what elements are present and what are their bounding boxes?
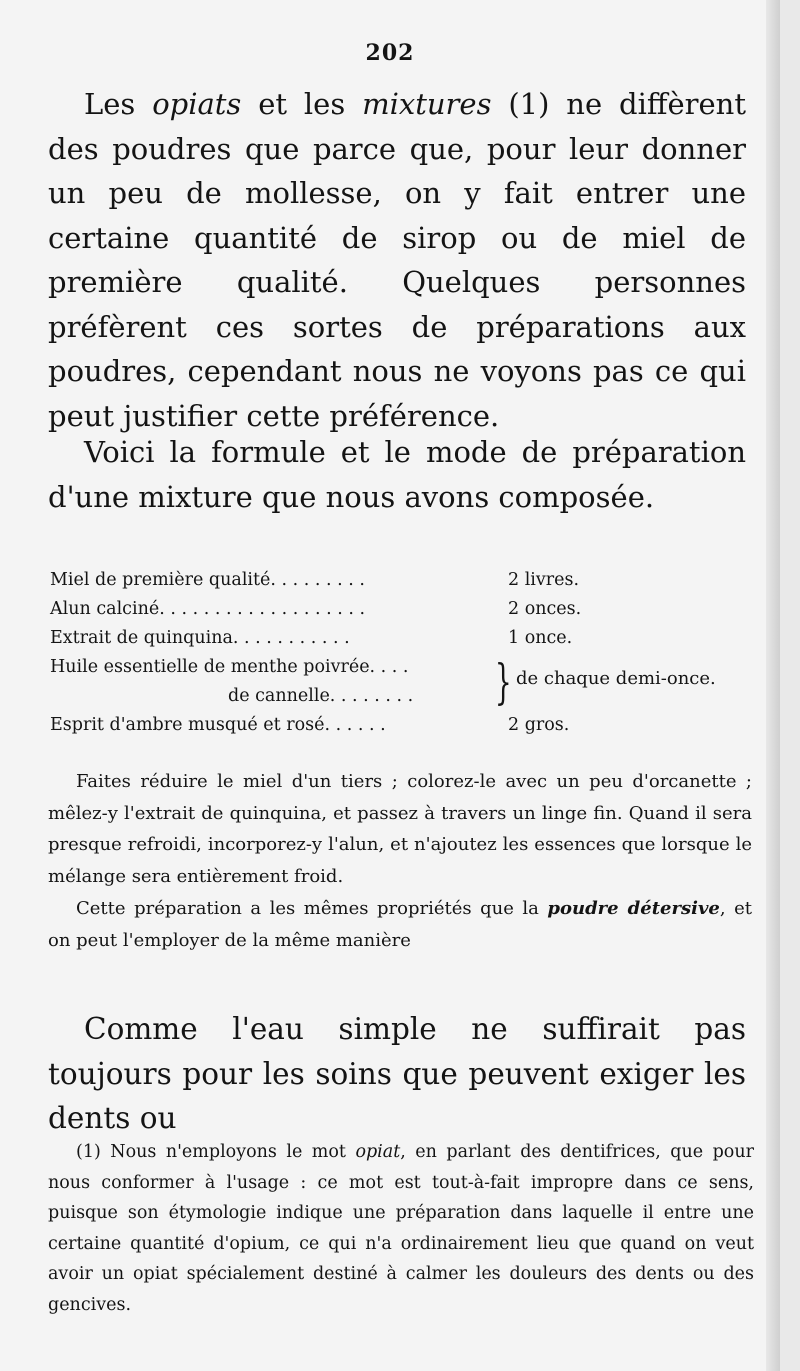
recipe-list	[50, 566, 770, 740]
term-opiat: opiat	[355, 1142, 401, 1162]
footnote	[48, 1137, 754, 1320]
term-mixtures: mixtures	[362, 87, 492, 121]
paragraph-opiats-lead: Les	[84, 87, 153, 121]
term-poudre-detersive: poudre détersive	[547, 898, 720, 919]
recipe-row-alun	[50, 595, 770, 624]
recipe-item: Extrait de quinquina. . . . . . . . . . .	[50, 628, 350, 648]
footnote-before: (1) Nous n'employons le mot	[76, 1142, 356, 1162]
paragraph-opiats	[48, 82, 746, 438]
recipe-item: de cannelle. . . . . . . .	[228, 686, 414, 706]
properties-after: , et on peut l'employer de la même manière	[48, 898, 752, 951]
recipe-item: Esprit d'ambre musqué et rosé. . . . . .	[50, 715, 386, 735]
recipe-row-quinquina	[50, 624, 770, 653]
recipe-quantity: 2 onces.	[508, 599, 582, 619]
recipe-item: Huile essentielle de menthe poivrée. . . .	[50, 657, 409, 677]
paragraph-instructions: Faites réduire le miel d'un tiers ; colorez-le avec un peu d'orcanette ; mêlez-y l'extrait de quinquina, et passez à travers un linge fin. Quand il sera presque refroidi, incorporez-y l'alun, et n'ajoutez les essences que lorsque le mélange sera entièrement froid.	[48, 771, 752, 887]
page-number: 202	[365, 40, 415, 66]
paragraph-opiats-rest: (1) ne diffèrent des poudres que parce que, pour leur donner un peu de mollesse, on y fait entrer une certaine quantité de sirop ou de miel de première qualité. Quelques personnes préfèrent ces sortes de préparations aux poudres, cependant nous ne voyons pas ce qui peut justifier cette préférence.	[48, 87, 746, 433]
recipe-quantity-shared: de chaque demi-once.	[516, 668, 716, 689]
properties-before: Cette préparation a les mêmes propriétés que la	[76, 898, 548, 919]
paragraph-formula-intro: Voici la formule et le mode de préparation d'une mixture que nous avons composée.	[48, 435, 746, 514]
curly-brace-icon: }	[494, 654, 512, 710]
footnote-after: , en parlant des dentifrices, que pour nous conformer à l'usage : ce mot est tout-à-fait impropre dans ce sens, puisque son étymologie indique une préparation dans laquelle il entre une certaine quantité d'opium, ce qui n'a ordinairement lieu que quand on veut avoir un opiat spécialement destiné à calmer les douleurs des dents ou des gencives.	[48, 1142, 754, 1315]
paragraph-properties	[48, 893, 752, 956]
paragraph-opiats-mid: et les	[241, 87, 363, 121]
recipe-row-miel	[50, 566, 770, 595]
term-opiats: opiats	[152, 87, 242, 121]
recipe-quantity: 2 gros.	[508, 715, 570, 735]
recipe-item: Miel de première qualité. . . . . . . . .	[50, 570, 365, 590]
paragraph-eau-simple: Comme l'eau simple ne suffirait pas toujours pour les soins que peuvent exiger les dents ou	[48, 1012, 746, 1135]
recipe-row-ambre	[50, 711, 770, 740]
recipe-item: Alun calciné. . . . . . . . . . . . . . . . . . .	[50, 599, 366, 619]
recipe-quantity: 1 once.	[508, 628, 573, 648]
recipe-quantity: 2 livres.	[508, 570, 580, 590]
